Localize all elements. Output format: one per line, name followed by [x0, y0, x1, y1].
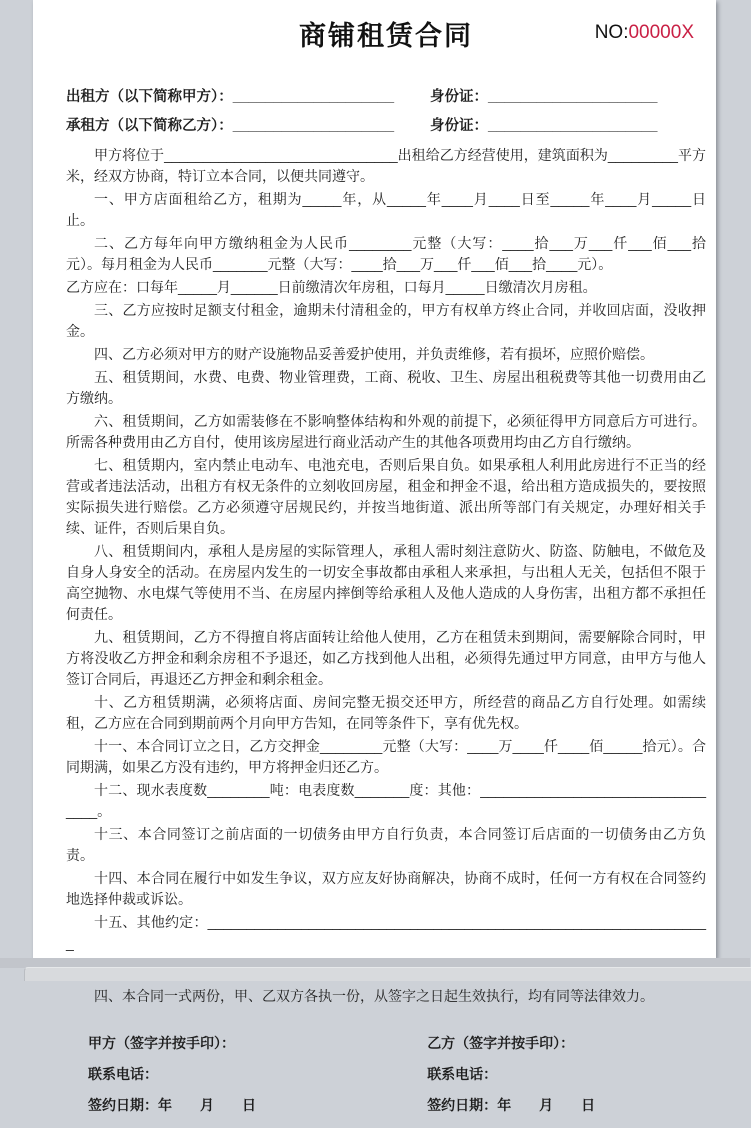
party-b-phone-label: 联系电话：: [427, 1066, 498, 1082]
party-a-date-row: [88, 1097, 405, 1114]
clause-11-deposit: 十一、本合同订立之日，乙方交押金________元整（大写：____万____仟____佰_____拾元）。合同期满，如果乙方没有违约，甲方将押金归还乙方。: [66, 738, 706, 775]
clause-9-sublet: 九、租赁期间，乙方不得擅自将店面转让给他人使用，乙方在租赁未到期间，需要解除合同时，甲方将没收乙方押金和剩余房租不予退还，如乙方找到他人出租，必须得先通过甲方同意，由甲方与他人签订合同后，再退还乙方押金和剩余租金。: [66, 629, 706, 687]
party-b-date-row: [427, 1097, 706, 1114]
clause-8-safety: 八、租赁期间内，承租人是房屋的实际管理人，承租人需时刻注意防火、防盗、防触电，不做危及自身人身安全的活动。在房屋内发生的一切安全事故都由承租人来承担，与出租人无关，包括但不限于高空抛物、水电煤气等使用不当、在房屋内摔倒等给承租人及他人造成的人身伤害，出租方都不承担任何责任。: [66, 543, 706, 622]
clause-7-prohibitions: 七、租赁期内，室内禁止电动车、电池充电，否则后果自负。如果承租人利用此房进行不正当的经营或者违法活动，出租方有权无条件的立刻收回房屋，租金和押金不退，给出租方造成损失的，要按照实际损失进行赔偿。乙方必须遵守居规民约，并按当地街道、派出所等部门有关规定，办理好相关手续、证件，否则后果自负。: [66, 457, 706, 536]
lessor-name-blank: ____________________: [232, 89, 395, 105]
doc-number-value: 00000X: [628, 22, 694, 43]
signature-section: [66, 1035, 706, 1128]
lessee-name-blank: ____________________: [232, 118, 395, 134]
doc-number-label: NO:: [594, 22, 629, 43]
doc-number: [595, 22, 694, 44]
party-a-sign-label: 甲方（签字并按手印）：: [88, 1035, 235, 1051]
closing-note: 四、本合同一式两份，甲、乙双方各执一份，从签字之日起生效执行，均有同等法律效力。: [94, 988, 654, 1004]
clause-15-other: 十五、其他约定：_________________________________________________________________: [66, 914, 706, 951]
clause-5-fees: 五、租赁期间，水费、电费、物业管理费，工商、税收、卫生、房屋出租税费等其他一切费用由乙方缴纳。: [66, 369, 706, 406]
intro-paragraph: 甲方将位于______________________________出租给乙方经营使用，建筑面积为_________平方米，经双方协商，特订立本合同，以便共同遵守。: [66, 147, 706, 184]
next-page-edge: [24, 967, 751, 981]
party-b-date-label: 签约日期：: [427, 1097, 498, 1113]
lessee-id-blank: _____________________: [488, 118, 658, 134]
lessor-row: [66, 86, 706, 108]
clause-2-rent: 二、乙方每年向甲方缴纳租金为人民币________元整（大写：____拾___万___仟___佰___拾元）。每月租金为人民币_______元整（大写：____拾___万___仟___佰___拾____元）。: [66, 235, 706, 272]
clause-13-debts: 十三、本合同签订之前店面的一切债务由甲方自行负责，本合同签订后店面的一切债务由乙方负责。: [66, 826, 706, 863]
party-b-date-units: 年 月 日: [497, 1097, 596, 1113]
clause-12-meters: 十二、现水表度数________吨：电表度数_______度：其他：_________________________________。: [66, 782, 706, 819]
lessee-label: 承租方（以下简称乙方）：: [66, 118, 233, 134]
contract-title: 商铺租赁合同: [299, 21, 473, 51]
lessee-row: [66, 115, 706, 137]
party-b-sign-label: 乙方（签字并按手印）：: [427, 1035, 575, 1051]
clause-3-payment: 三、乙方应按时足额支付租金，逾期未付清租金的，甲方有权单方终止合同，并收回店面，没收押金。: [66, 302, 706, 339]
payment-schedule: 乙方应在：口每年_____月______日前缴清次年房租，口每月_____日缴清次月房租。: [66, 279, 597, 295]
clause-1-term: 一、甲方店面租给乙方，租期为_____年，从_____年____月____日至_____年____月_____日止。: [66, 191, 706, 228]
party-a-date-label: 签约日期：: [88, 1097, 158, 1113]
party-a-phone-label: 联系电话：: [88, 1066, 158, 1082]
party-a-signature-column: [66, 1035, 405, 1128]
party-a-date-units: 年 月 日: [158, 1097, 256, 1113]
clause-10-expiry: 十、乙方租赁期满，必须将店面、房间完整无损交还甲方，所经营的商品乙方自行处理。如需续租，乙方应在合同到期前两个月向甲方告知，在同等条件下，享有优先权。: [66, 694, 706, 731]
contract-header: [66, 14, 706, 62]
clause-6-renovation: 六、租赁期间，乙方如需装修在不影响整体结构和外观的前提下，必须征得甲方同意后方可进行。所需各种费用由乙方自付，使用该房屋进行商业活动产生的其他各项费用均由乙方自行缴纳。: [66, 413, 706, 450]
lessor-id-label: 身份证：: [430, 89, 489, 105]
clause-14-disputes: 十四、本合同在履行中如发生争议，双方应友好协商解决，协商不成时，任何一方有权在合同签约地选择仲裁或诉讼。: [66, 870, 706, 907]
party-b-signature-column: [405, 1035, 706, 1128]
clause-4-property: 四、乙方必须对甲方的财产设施物品妥善爱护使用，并负责维修，若有损坏，应照价赔偿。: [94, 346, 654, 362]
parties-section: [66, 86, 706, 137]
lessee-id-label: 身份证：: [430, 118, 489, 134]
lessor-id-blank: _____________________: [488, 89, 658, 105]
contract-page: [33, 0, 716, 1113]
lessor-label: 出租方（以下简称甲方）：: [66, 89, 233, 105]
contract-body: [66, 145, 706, 954]
